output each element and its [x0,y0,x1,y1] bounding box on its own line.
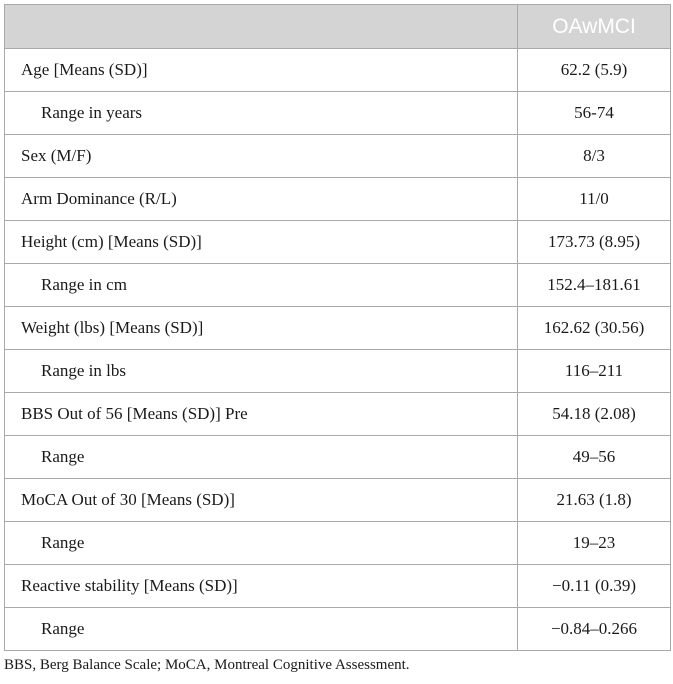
row-value: −0.84–0.266 [518,608,671,651]
table-row [5,522,671,565]
row-label: Age [Means (SD)] [5,49,518,92]
row-sublabel: Range [5,436,518,479]
row-sublabel: Range in lbs [5,350,518,393]
row-label: Sex (M/F) [5,135,518,178]
table-row [5,92,671,135]
row-label: Height (cm) [Means (SD)] [5,221,518,264]
row-sublabel: Range [5,608,518,651]
table-row [5,178,671,221]
row-value: 173.73 (8.95) [518,221,671,264]
row-value: 56-74 [518,92,671,135]
header-cell-group: OAwMCI [518,5,671,49]
row-value: 8/3 [518,135,671,178]
row-value: 49–56 [518,436,671,479]
row-label: Weight (lbs) [Means (SD)] [5,307,518,350]
row-value: 21.63 (1.8) [518,479,671,522]
row-label: MoCA Out of 30 [Means (SD)] [5,479,518,522]
table-row [5,565,671,608]
table-row [5,436,671,479]
table-row [5,221,671,264]
row-sublabel: Range in cm [5,264,518,307]
table-row [5,264,671,307]
row-sublabel: Range in years [5,92,518,135]
row-value: 11/0 [518,178,671,221]
row-value: −0.11 (0.39) [518,565,671,608]
demographics-table [4,4,671,651]
row-value: 162.62 (30.56) [518,307,671,350]
row-label: Reactive stability [Means (SD)] [5,565,518,608]
row-value: 152.4–181.61 [518,264,671,307]
row-value: 62.2 (5.9) [518,49,671,92]
table-row [5,49,671,92]
row-label: Arm Dominance (R/L) [5,178,518,221]
table-row [5,608,671,651]
table-row [5,393,671,436]
header-cell-empty [5,5,518,49]
row-value: 116–211 [518,350,671,393]
row-value: 54.18 (2.08) [518,393,671,436]
table-row [5,479,671,522]
row-label: BBS Out of 56 [Means (SD)] Pre [5,393,518,436]
table-footnote: BBS, Berg Balance Scale; MoCA, Montreal Cognitive Assessment. [4,657,410,673]
table-row [5,307,671,350]
table-header-row [5,5,671,49]
table-row [5,350,671,393]
row-sublabel: Range [5,522,518,565]
table-row [5,135,671,178]
row-value: 19–23 [518,522,671,565]
